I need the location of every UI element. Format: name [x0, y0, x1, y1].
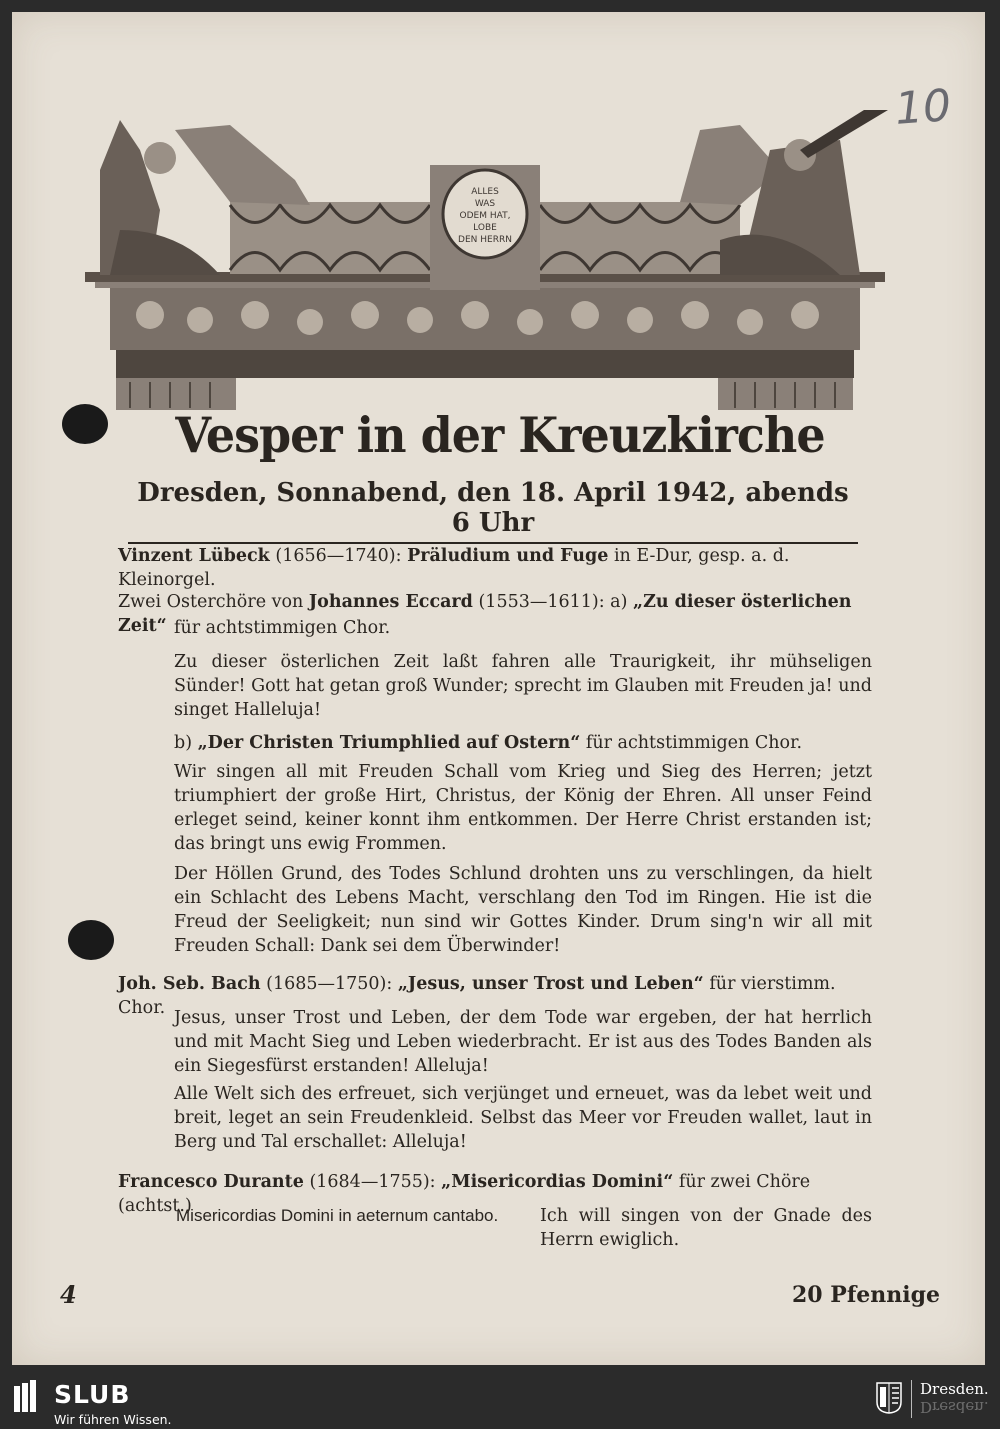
- piece-title: „Der Christen Triumphlied auf Ostern“: [197, 733, 581, 753]
- library-name: SLUB: [54, 1380, 131, 1409]
- handwritten-archive-number: 10: [893, 80, 953, 135]
- piece-note: für achtstimmigen Chor.: [174, 618, 391, 638]
- lyrics-paragraph: Der Höllen Grund, des Todes Schlund drohten uns zu verschlingen, da hielt ein Schlacht des Lebens Macht, verschlang den Tod im Ringen. Hie ist die Freud der Seeligkeit; nun sind wir Gottes Kinder. Drum sing'n wir all mit Freuden Schall: Dank sei dem Überwinder!: [174, 864, 872, 956]
- city-crest-icon: [876, 1382, 902, 1414]
- part-label: b): [174, 733, 193, 753]
- piece-title: „Jesus, unser Trost und Leben“: [397, 974, 704, 994]
- program-part-b: [174, 731, 872, 755]
- divider: [911, 1380, 912, 1418]
- lyrics-paragraph: Alle Welt sich des erfreuet, sich verjünget und erneuet, was da lebet weit und breit, leget an sein Freudenkleid. Selbst das Meer vor Freuden wallet, laut in Berg und Tal erschallet: Alleluja!: [174, 1084, 872, 1152]
- page-number: 4: [60, 1280, 77, 1309]
- plaque-line: DEN HERRN: [458, 235, 512, 245]
- plaque-line: ODEM HAT,: [459, 211, 511, 221]
- organ-gallery-illustration: [80, 110, 895, 420]
- composer-dates: (1684—1755):: [309, 1172, 436, 1192]
- library-tagline: Wir führen Wissen.: [54, 1412, 172, 1427]
- latin-text: Misericordias Domini in aeternum cantabo.: [176, 1206, 499, 1225]
- composer-name: Francesco Durante: [118, 1172, 304, 1192]
- piece-title: „Zu dieser österlichen Zeit“: [118, 592, 852, 636]
- composer-dates: (1656—1740):: [275, 546, 402, 566]
- piece-note: für vierstimm. Chor.: [118, 974, 836, 1018]
- city-label-reflection: Dresden.: [920, 1398, 989, 1416]
- piece-note: für zwei Chöre (achtst.): [118, 1172, 811, 1216]
- lyrics-paragraph: Wir singen all mit Freuden Schall vom Krieg und Sieg des Herren; jetzt triumphiert der große Hirt, Christus, der König der Ehren. All unser Feind erleget seind, keiner konnt ihm entkommen. Der Herre Christ erstanden ist; das bringt uns ewig Frommen.: [174, 762, 872, 854]
- composer-name: Johannes Eccard: [308, 592, 473, 612]
- lyrics-paragraph: Jesus, unser Trost und Leben, der dem Tode war ergeben, der hat herrlich und mit Macht Sieg und Leben wiederbracht. Er ist aus des Todes Banden als ein Siegesfürst erstanden! Alleluja!: [174, 1008, 872, 1076]
- punch-hole: [68, 920, 114, 960]
- program-item-luebeck: [118, 544, 872, 592]
- composer-name: Joh. Seb. Bach: [118, 974, 261, 994]
- intro-text: Zwei Osterchöre von: [118, 592, 304, 612]
- composer-dates: (1685—1750):: [266, 974, 393, 994]
- piece-note: für achtstimmigen Chor.: [585, 733, 803, 753]
- lyrics-paragraph: Zu dieser österlichen Zeit laßt fahren alle Traurigkeit, ihr mühseligen Sünder! Gott hat getan groß Wunder; sprecht im Glauben mit Freuden ja! und singet Halleluja!: [174, 652, 872, 720]
- page-title: Vesper in der Kreuzkirche: [175, 406, 825, 464]
- price-label: 20 Pfennige: [792, 1282, 941, 1308]
- german-translation: Ich will singen von der Gnade des Herrn ewiglich.: [540, 1206, 872, 1250]
- plaque-line: LOBE: [473, 223, 497, 233]
- piece-title: Präludium und Fuge: [407, 546, 609, 566]
- slub-logo-icon: [12, 1380, 42, 1414]
- composer-dates: (1553—1611): a): [478, 592, 628, 612]
- plaque-line: WAS: [474, 199, 496, 209]
- composer-name: Vinzent Lübeck: [118, 546, 270, 566]
- plaque-line: ALLES: [471, 187, 499, 197]
- event-date-line: Dresden, Sonnabend, den 18. April 1942, abends 6 Uhr: [128, 478, 858, 544]
- piece-note: in E-Dur, gesp. a. d. Kleinorgel.: [118, 546, 790, 590]
- piece-title: „Misericordias Domini“: [441, 1172, 674, 1192]
- city-label: Dresden.: [920, 1380, 989, 1398]
